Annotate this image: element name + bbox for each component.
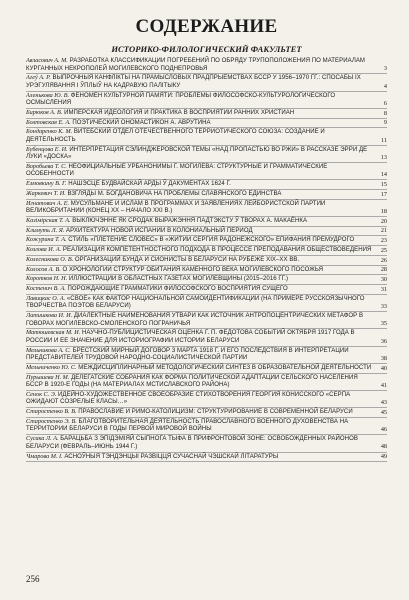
- toc-entry-author: Бондаренко К. М.: [26, 128, 73, 136]
- toc-entry: [26, 453, 387, 463]
- toc-entry-page-number: 18: [380, 207, 387, 215]
- toc-entry-author: Пурышева Н. М.: [26, 373, 70, 381]
- toc-entry-author: Мельникова А. С.: [26, 346, 71, 354]
- toc-entry: [26, 180, 387, 190]
- toc-entry-author: Болтовская Е. А.: [26, 118, 71, 126]
- toc-entry: [26, 374, 387, 391]
- toc-entry-page-number: 9: [383, 119, 387, 127]
- toc-entry-title: ИНТЕРПРЕТАЦИЯ СЭЛИНДЖЕРОВСКОЙ ТЕМЫ «НАД ПРОПАСТЬЮ ВО РЖИ» В РАССКАЗЕ ЭРРИ ДЕ ЛУКИ «ДОСКА»: [26, 146, 368, 161]
- toc-entry: [26, 146, 387, 163]
- toc-entry-page-number: 26: [380, 256, 387, 264]
- toc-entry-page-number: 35: [380, 320, 387, 328]
- toc-entry-author: Бубенцова Е. И.: [26, 145, 68, 153]
- toc-entry-author: Лавицкас О. А.: [26, 294, 66, 302]
- toc-entry-page-number: 41: [380, 381, 387, 389]
- toc-entry-text: [26, 236, 373, 245]
- toc-entry-author: Матюшевская М. И.: [26, 329, 81, 337]
- toc-entry-text: [26, 92, 373, 108]
- toc-entry: [26, 312, 387, 329]
- toc-entry-title: «СВОЕ» КАК ФАКТОР НАЦИОНАЛЬНОЙ САМОИДЕНТИФИКАЦИИ (НА ПРИМЕРЕ РУССКОЯЗЫЧНОГО ТВОРЧЕСТВА ПОЭТОВ БЕЛАРУСИ): [26, 295, 365, 310]
- toc-entry-text: [26, 256, 373, 265]
- toc-entry-author: Агеў А. Р.: [26, 74, 51, 82]
- toc-entry-title: ФЕНОМЕН КУЛЬТУРНОЙ ПАМЯТИ: ПРОБЛЕМЫ ФИЛОСОФСКО-КУЛЬТУРОЛОГИЧЕСКОГО ОСМЫСЛЕНИЯ: [26, 92, 336, 107]
- toc-entry: [26, 408, 387, 418]
- toc-entry-text: [26, 418, 373, 434]
- toc-entry-text: [26, 266, 373, 275]
- toc-entry-page-number: 4: [383, 82, 387, 90]
- toc-entry-title: СТИЛЬ «ПЛЕТЕНИЕ СЛОВЕС» В «ЖИТИИ СЕРГИЯ РАДОНЕЖСКОГО» ЕПИФАНИЯ ПРЕМУДРОГО: [68, 237, 355, 244]
- toc-entry-title: ИЛЛЮСТРАЦИИ В ОБЛАСТНЫХ ГАЗЕТАХ МОГИЛЕВЩИНЫ (2015–2016 ГГ.): [68, 276, 289, 283]
- toc-entry-text: [26, 312, 373, 328]
- toc-entry-title: БЛАГОТВОРИТЕЛЬНАЯ ДЕЯТЕЛЬНОСТЬ ПРАВОСЛАВНОГО ВОЕННОГО ДУХОВЕНСТВА НА ТЕРРИТОРИИ БЕЛАРУСИ В ГОДЫ ПЕРВОЙ МИРОВОЙ ВОЙНЫ: [26, 418, 349, 433]
- toc-entry: [26, 391, 387, 408]
- toc-entry-text: [26, 109, 373, 118]
- toc-entry: [26, 347, 387, 364]
- toc-entry-title: НАУЧНО-ПУБЛИЦИСТИЧЕСКАЯ ОЦЕНКА Г. П. ФЕДОТОВА СОБЫТИЙ ОКТЯБРЯ 1917 ГОДА В РОССИИ И ЕЕ ЗНАЧЕНИЕ ДЛЯ ИСТОРИОГРАФИИ ИСТОРИИ БЕЛАРУСИ: [26, 330, 355, 344]
- toc-entry-author: Аленькова Ю. В.: [26, 91, 70, 99]
- toc-entry: [26, 266, 387, 276]
- toc-entry-title: ВИТЕБСКИЙ ОТДЕЛ ОТЕЧЕСТВЕННОГО ТЕРРИОТИЧЕСКОГО СОЮЗА: СОЗДАНИЕ И ДЕЯТЕЛЬНОСТЬ: [26, 129, 325, 143]
- toc-entry-text: [26, 246, 373, 255]
- toc-entry-author: Игнатович А. Е.: [26, 199, 70, 207]
- toc-entry-title: ВЫПРОЧНЫЯ КАНФЛІКТЫ НА ПРАМЫСЛОВЫХ ПРАДПРЫЕМСТВАХ БССР У 1956–1970 ГГ.: СПОСАБЫ ІХ УРЭГУЛЯВАННЯ І ЎПЛЫЎ НА КАДРАВУЮ ПАЛІТЫКУ: [26, 75, 361, 89]
- toc-entry: [26, 163, 387, 180]
- toc-entry-text: [26, 285, 373, 294]
- toc-entry-title: БРЕСТСКИЙ МИРНЫЙ ДОГОВОР 3 МАРТА 1918 Г. И ЕГО ПОСЛЕДСТВИЯ В ИНТЕРПРЕТАЦИИ ПРЕДСТАВИТЕЛЕЙ ТРУДОВОЙ НАРОДНО-СОЦИАЛИСТИЧЕСКОЙ ПАРТИИ: [26, 347, 349, 362]
- toc-entry-author: Мельниченко Ю. С.: [26, 363, 77, 371]
- toc-entry: [26, 109, 387, 119]
- toc-entry: [26, 74, 387, 91]
- toc-entry-author: Старостенко В. В.: [26, 408, 77, 416]
- page-number: 256: [26, 574, 40, 584]
- toc-entry-text: [26, 347, 373, 363]
- toc-entry-text: [26, 128, 373, 144]
- toc-entry-text: [26, 180, 373, 189]
- toc-entry-author: Чмарова М. I.: [26, 452, 63, 460]
- toc-entry-page-number: 40: [380, 364, 387, 372]
- toc-entry: [26, 217, 387, 227]
- toc-entry-author: Бирюков А. В.: [26, 108, 63, 116]
- toc-entry-title: РЕАЛИЗАЦИЯ КОМПЕТЕНТНОСТНОГО ПОДХОДА В ПРОЦЕССЕ ПРЕПОДАВАНИЯ ОБЩЕСТВОВЕДЕНИЯ: [62, 247, 372, 254]
- section-heading: ИСТОРИКО-ФИЛОЛОГИЧЕСКИЙ ФАКУЛЬТЕТ: [111, 44, 302, 54]
- toc-entry-text: [26, 146, 373, 162]
- toc-entry-page-number: 43: [380, 399, 387, 407]
- toc-entry-page-number: 17: [380, 190, 387, 198]
- toc-entry-page-number: 46: [380, 426, 387, 434]
- toc-entry-page-number: 25: [380, 246, 387, 254]
- toc-entry-page-number: 28: [380, 266, 387, 274]
- toc-entry-title: ВЫКЛЮЧЭННЕ ЯК СРОДАК ВЫРАЖЭННЯ ПАДТЭКСТУ Ў ТВОРАХ А. МАКАЁНКА: [72, 217, 308, 224]
- toc-entry: [26, 275, 387, 285]
- toc-entry: [26, 295, 387, 312]
- toc-entry-text: [26, 275, 373, 284]
- toc-entry-page-number: 14: [380, 171, 387, 179]
- toc-entry: [26, 119, 387, 129]
- toc-entry-text: [26, 217, 373, 226]
- toc-entry: [26, 236, 387, 246]
- toc-entry-title: ДЕЛЕГАТСКИЕ СОБРАНИЯ КАК ФОРМА ПОЛИТИЧЕСКОЙ АДАПТАЦИИ СЕЛЬСКОГО НАСЕЛЕНИЯ БССР В 1920-Е ГОДЫ (НА МАТЕРИАЛАХ МСТИСЛАВСКОГО РАЙОНА): [26, 374, 358, 389]
- toc-entry: [26, 256, 387, 266]
- toc-entry: [26, 128, 387, 145]
- toc-entry: [26, 190, 387, 200]
- toc-entry: [26, 57, 387, 74]
- toc-entry-author: Кожурина Т. А.: [26, 236, 67, 244]
- toc-entry-text: [26, 74, 373, 90]
- toc-entry-page-number: 48: [380, 443, 387, 451]
- toc-entry-text: [26, 200, 373, 216]
- toc-entry-author: Воробьева Т. С.: [26, 162, 67, 170]
- toc-entry-page-number: 33: [380, 303, 387, 311]
- toc-entry-title: О ХРОНОЛОГИИ СТРУКТУР ОБИТАНИЯ КАМЕННОГО ВЕКА МОГИЛЕВСКОГО ПОСОЖЬЯ: [62, 266, 324, 273]
- toc-entry-page-number: 23: [380, 237, 387, 245]
- page-title: СОДЕРЖАНИЕ: [135, 16, 278, 37]
- toc-entry-page-number: 38: [380, 354, 387, 362]
- toc-entry-page-number: 8: [383, 109, 387, 117]
- toc-entry-text: [26, 374, 373, 390]
- toc-entry-page-number: 30: [380, 276, 387, 283]
- toc-entry-page-number: 31: [380, 285, 387, 293]
- toc-entry-text: [26, 163, 373, 179]
- toc-entry: [26, 92, 387, 109]
- toc-entry-author: Латишкова И. И.: [26, 312, 73, 320]
- toc-entry-author: Сусака Л. А.: [26, 435, 59, 443]
- toc-entry: [26, 364, 387, 374]
- toc-entry-title: МУСУЛЬМАНЕ И ИСЛАМ В ПРОГРАММАХ И ЗАЯВЛЕНИЯХ ЛЕЙБОРИСТСКОЙ ПАРТИИ ВЕЛИКОБРИТАНИИ (КОНЕЦ XX – НАЧАЛО XXI В.): [26, 200, 326, 215]
- toc-entry: [26, 227, 387, 237]
- toc-entry: [26, 418, 387, 435]
- toc-entry-text: [26, 364, 373, 373]
- toc-entry: [26, 200, 387, 217]
- toc-entry-title: БАРАЦЬБА З ЭПІДЭМІЯЙ СЫПНОГА ТЫФА В ПРИФРОНТОВОЙ ЗОНЕ: ОСВОБОЖДЕННЫХ РАЙОНОВ БЕЛАРУСИ (ФЕВРАЛЬ–ИЮНЬ 1944 Г.): [26, 436, 358, 450]
- toc-entry-title: ОРГАНИЗАЦИЙ БУНДА И СИОНИСТЫ В БЕЛАРУСИ НА РУБЕЖЕ XIX–XX ВВ.: [74, 256, 300, 263]
- toc-entry-title: ДИАЛЕКТНЫЕ НАИМЕНОВАНИЯ УТВАРИ КАК ИСТОЧНИК АНТРОПОЦЕНТРИЧЕСКИХ МЕТАФОР В ГОВОРАХ МОГИЛЕВСКО-СМОЛЕНСКОГО ПОГРАНИЧЬЯ: [26, 313, 364, 327]
- toc-entry-page-number: 45: [380, 408, 387, 416]
- toc-entry-text: [26, 391, 373, 407]
- toc-entry: [26, 285, 387, 295]
- toc-entry-author: Колосов А. В.: [26, 265, 61, 273]
- toc-entry-text: [26, 119, 373, 128]
- toc-entry-page-number: 13: [380, 153, 387, 161]
- toc-entry-text: [26, 190, 373, 199]
- toc-entry-author: Авласович А. М.: [26, 57, 68, 64]
- toc-entry-text: [26, 329, 373, 345]
- toc-entries: [26, 57, 387, 462]
- toc-entry-title: НЕОФИЦИАЛЬНЫЕ УРБАНОНИМЫ Г. МОГИЛЕВА: СТРУКТУРНЫЕ И ГРАММАТИЧЕСКИЕ ОСОБЕННОСТИ: [26, 163, 328, 178]
- toc-entry-title: ПОРОЖДАЮЩИЕ ГРАММАТИКИ ФИЛОСОФСКОГО ВОСПРИЯТИЯ СУЩЕГО: [67, 286, 288, 293]
- toc-entry-title: АРХИТЕКТУРА НОВОЙ ИСПАНИИ В КОЛОНИАЛЬНЫЙ ПЕРИОД: [66, 227, 253, 234]
- toc-entry-text: [26, 295, 373, 311]
- toc-entry-text: [26, 408, 373, 417]
- toc-entry-title: АСНОЎНЫЯ ТЭНДЭНЦЫІ РАЗВІЦЦЯ СУЧАСНАЙ ЧЭШСКАЙ ЛІТАРАТУРЫ: [64, 453, 279, 460]
- toc-entry-author: Коротков Н. Н.: [26, 275, 68, 283]
- toc-entry-title: ИМПЕРСКАЯ ИДЕОЛОГИЯ И ПРАКТИКА В ВОСПРИЯТИИ РАННИХ ХРИСТИАН: [64, 109, 295, 116]
- toc-entry-page-number: 15: [380, 180, 387, 188]
- toc-entry-author: Колесникова О. В.: [26, 255, 74, 263]
- toc-entry-text: [26, 227, 373, 236]
- toc-entry-title: ПРАВОСЛАВИЕ И РИМО-КАТОЛИЦИЗМ: СТРУКТУРИРОВАНИЕ В СОВРЕМЕННОЙ БЕЛАРУСИ: [78, 409, 353, 416]
- toc-entry: [26, 246, 387, 256]
- toc-entry-title: ИДЕЙНО-ХУДОЖЕСТВЕННОЕ СВОЕОБРАЗИЕ СТИХОТВОРЕНИЯ ГЕОРГИЯ КОНИССКОГО «СЕРПА ОЖИДАЮТ СОЗРЕЛЫЕ КЛАСЫ…»: [26, 391, 351, 406]
- toc-entry-author: Сенок С. Э.: [26, 390, 57, 398]
- toc-entry-author: Казімірская Т. А.: [26, 216, 71, 224]
- toc-entry-author: Жаркевич Т. И.: [26, 189, 66, 197]
- toc-entry-title: МЕЖДИСЦИПЛИНАРНЫЙ МЕТОДОЛОГИЧЕСКИЙ СИНТЕЗ В ОБРАЗОВАТЕЛЬНОЙ ДЕЯТЕЛЬНОСТИ: [78, 364, 372, 371]
- toc-entry-page-number: 36: [380, 337, 387, 345]
- toc-entry-page-number: 49: [380, 453, 387, 461]
- toc-entry-author: Старостенко Э. В.: [26, 417, 77, 425]
- toc-entry-text: [26, 453, 373, 462]
- toc-entry-page-number: 11: [381, 136, 387, 144]
- toc-entry-page-number: 21: [380, 227, 387, 235]
- toc-entry-text: [26, 57, 373, 73]
- toc-entry-title: ПОЭТИЧЕСКИЙ ОНОМАСТИКОН А. АВРУТИНА: [72, 119, 211, 126]
- toc-entry: [26, 435, 387, 452]
- toc-entry-author: Климуть Л. Я.: [26, 226, 65, 234]
- toc-entry-author: Козлова И. А.: [26, 246, 62, 254]
- toc-entry-page-number: 3: [383, 65, 387, 73]
- toc-entry-author: Костенич В. А.: [26, 285, 66, 293]
- toc-entry-text: [26, 435, 373, 451]
- toc-entry-author: Езмовкину В. Г.: [26, 180, 67, 188]
- toc-entry-page-number: 20: [380, 217, 387, 225]
- toc-entry-title: НАШЭСЦЕ БУДВАЙСКАЙ АРДЫ Ў ДАКУМЕНТАХ 1624 Г.: [68, 181, 231, 188]
- toc-entry-title: РАЗРАБОТКА КЛАССИФИКАЦИИ ПОГРЕБЕНИЙ ПО ОБРЯДУ ТРУПОПОЛОЖЕНИЯ ПО МАТЕРИАЛАМ КУРГАННЫХ НЕКРОПОЛЕЙ МОГИЛЕВСКОГО ПОДНЕПРОВЬЯ: [26, 58, 366, 72]
- toc-entry-title: ВЗГЛЯДЫ М. БОГДАНОВИЧА НА ПРОБЛЕМЫ СЛАВЯНСКОГО ЕДИНСТВА: [67, 190, 282, 197]
- toc-entry: [26, 329, 387, 346]
- toc-entry-page-number: 6: [383, 99, 387, 107]
